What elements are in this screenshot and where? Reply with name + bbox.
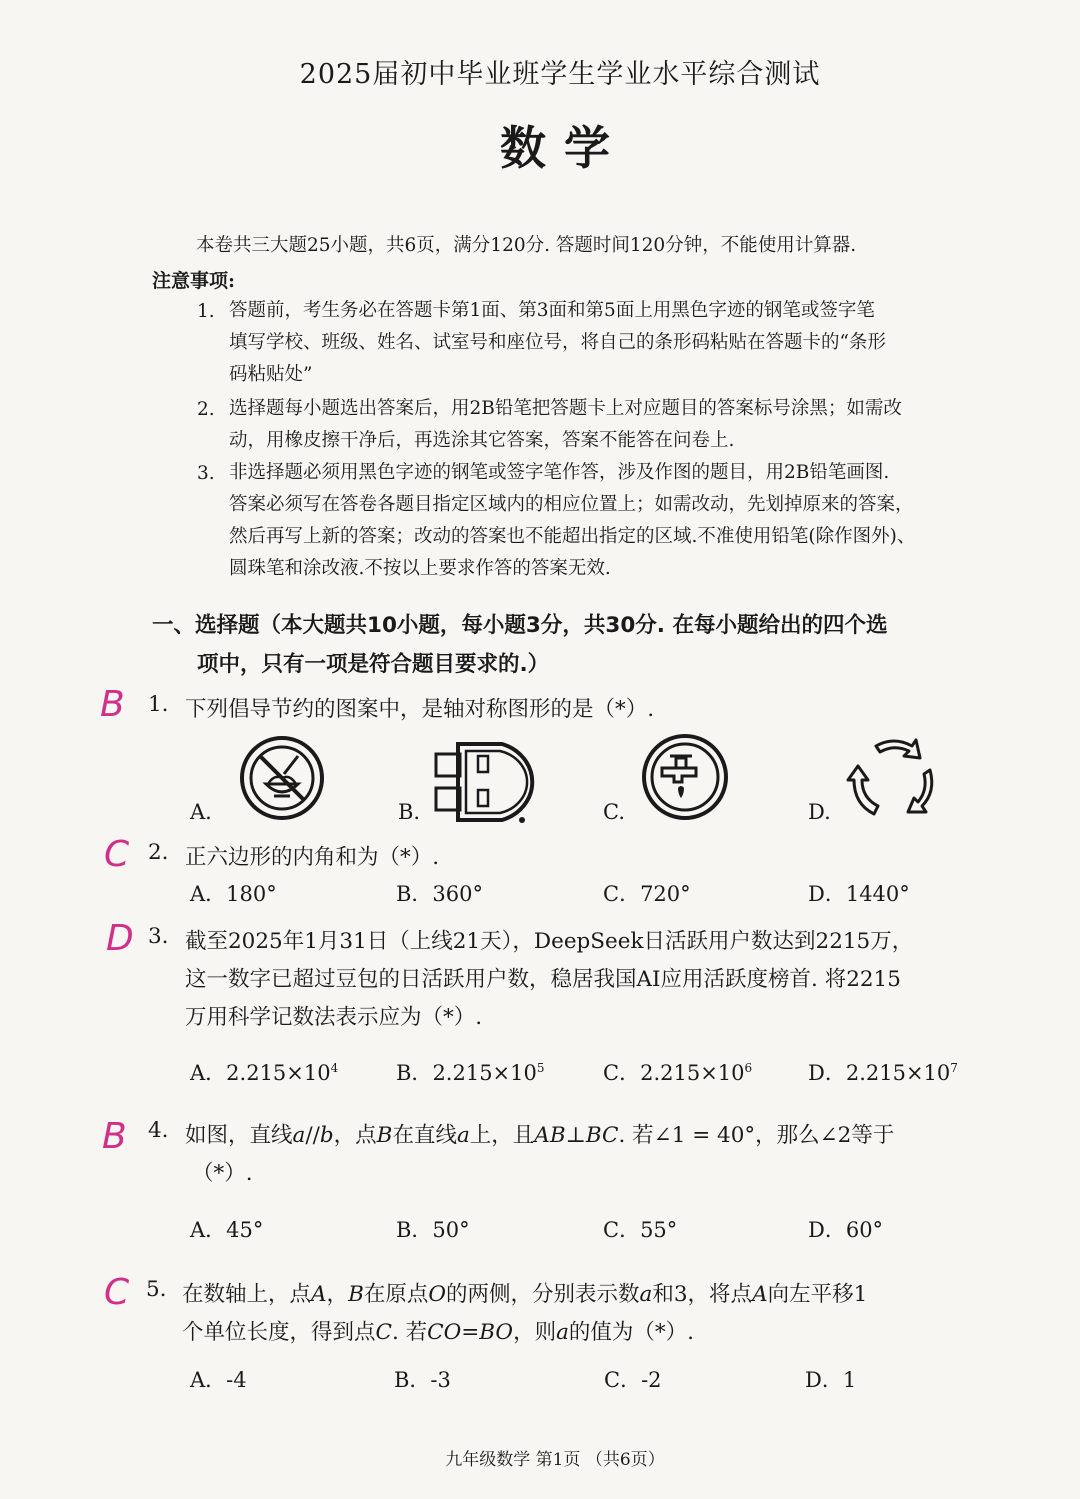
question-1-number: 1. [148, 692, 169, 717]
option-base: 2.215×10 [845, 1061, 951, 1085]
question-2-option-a: A．180° [190, 882, 277, 906]
question-1-option-a: A. [190, 800, 212, 824]
notice-item-3-number: 3. [197, 463, 215, 484]
option-base: 2.215×10 [640, 1061, 745, 1085]
notice-heading: 注意事项: [152, 270, 236, 292]
question-3-option-a [190, 1057, 338, 1087]
option-exponent: 4 [330, 1061, 339, 1075]
handwritten-answer-q3: D [106, 918, 134, 959]
notice-item-2-line-1: 选择题每小题选出答案后，用2B铅笔把答题卡上对应题目的答案标号涂黑；如需改 [229, 398, 902, 419]
exam-subtitle: 2025届初中毕业班学生学业水平综合测试 [299, 59, 821, 90]
section-1-heading-line-1: 一、选择题（本大题共10小题，每小题3分，共30分. 在每小题给出的四个选 [152, 613, 888, 638]
question-4-option-d: D．60° [808, 1218, 884, 1242]
notice-item-3 [229, 457, 915, 585]
question-3-stem-line-3: 万用科学记数法表示应为（*）. [185, 1005, 483, 1030]
question-5-stem-line-2: 个单位长度，得到点C. 若CO=BO，则a的值为（*）. [182, 1320, 694, 1345]
notice-item-1-line-2: 填写学校、班级、姓名、试室号和座位号，将自己的条形码粘贴在答题卡的“条形 [229, 332, 886, 353]
notice-item-1 [229, 295, 886, 391]
handwritten-answer-q2: C [104, 834, 130, 875]
question-3-option-d [808, 1057, 958, 1087]
handwritten-answer-q4: B [102, 1116, 127, 1157]
question-5-stem-line-1: 在数轴上，点A，B在原点O的两侧，分别表示数a和3，将点A向左平移1 [182, 1282, 868, 1307]
handwritten-answer-q5: C [104, 1272, 130, 1313]
option-label: C． [603, 1061, 641, 1085]
question-2-option-b: B．360° [396, 882, 484, 906]
question-2-number: 2. [148, 840, 169, 865]
option-base: 2.215×10 [226, 1061, 331, 1085]
question-3-option-c [603, 1057, 752, 1087]
notice-item-1-line-3: 码粘贴处” [229, 364, 313, 385]
notice-item-3-line-1: 非选择题必须用黑色字迹的钢笔或签字笔作答，涉及作图的题目，用2B铅笔画图. [229, 462, 890, 483]
question-2-stem: 正六边形的内角和为（*）. [185, 845, 440, 870]
option-exponent: 6 [744, 1061, 753, 1075]
question-5-option-c: C．-2 [604, 1368, 662, 1392]
question-1-option-b: B. [398, 800, 421, 824]
exam-intro: 本卷共三大题25小题，共6页，满分120分. 答题时间120分钟，不能使用计算器. [196, 235, 857, 256]
option-base: 2.215×10 [432, 1061, 537, 1085]
notice-item-2 [229, 393, 902, 457]
question-4-option-a: A．45° [190, 1218, 264, 1242]
no-food-waste-icon [238, 734, 326, 822]
save-water-icon [640, 732, 730, 822]
notice-item-3-line-3: 然后再写上新的答案；改动的答案也不能超出指定的区域.不准使用铅笔(除作图外)、 [229, 526, 916, 547]
option-exponent: 5 [536, 1061, 545, 1075]
notice-item-1-number: 1. [197, 301, 215, 322]
option-exponent: 7 [950, 1061, 958, 1075]
question-4-option-c: C．55° [603, 1218, 678, 1242]
question-1-option-d: D. [808, 800, 831, 824]
notice-item-3-line-2: 答案必须写在答卷各题目指定区域内的相应位置上；如需改动，先划掉原来的答案， [229, 494, 914, 515]
question-2-option-d: D．1440° [808, 882, 910, 906]
question-4-stem-line-2: （*）. [192, 1161, 253, 1186]
question-3-stem-line-2: 这一数字已超过豆包的日活跃用户数，稳居我国AI应用活跃度榜首. 将2215 [185, 967, 901, 992]
question-3-number: 3. [148, 924, 169, 949]
question-5-option-d: D．1 [805, 1368, 857, 1392]
question-4-stem-line-1: 如图，直线a//b，点B在直线a上，且AB⊥BC. 若∠1 = 40°，那么∠2等于 [185, 1123, 895, 1148]
notice-item-3-line-4: 圆珠笔和涂改液.不按以上要求作答的答案无效. [229, 558, 611, 579]
question-3-stem-line-1: 截至2025年1月31日（上线21天），DeepSeek日活跃用户数达到2215万， [185, 929, 914, 954]
handwritten-answer-q1: B [100, 684, 125, 725]
question-2-option-c: C．720° [603, 882, 691, 906]
question-5-option-a: A．-4 [190, 1368, 247, 1392]
notice-item-1-line-1: 答题前，考生务必在答题卡第1面、第3面和第5面上用黑色字迹的钢笔或签字笔 [229, 300, 875, 321]
question-1-option-c: C. [603, 800, 625, 824]
question-4-option-b: B．50° [396, 1218, 470, 1242]
recycle-icon [846, 734, 942, 826]
page-footer: 九年级数学 第1页 （共6页） [445, 1450, 665, 1470]
notice-item-2-number: 2. [197, 399, 215, 420]
question-5-option-b: B．-3 [394, 1368, 451, 1392]
notice-item-2-line-2: 动，用橡皮擦干净后，再选涂其它答案，答案不能答在问卷上. [229, 430, 735, 451]
option-label: D． [808, 1061, 846, 1085]
plug-icon [432, 740, 552, 826]
question-4-number: 4. [148, 1118, 169, 1143]
section-1-heading-line-2: 项中，只有一项是符合题目要求的.） [197, 652, 550, 677]
option-label: A． [190, 1061, 227, 1085]
option-label: B． [396, 1061, 433, 1085]
exam-title: 数学 [500, 121, 628, 175]
question-1-stem: 下列倡导节约的图案中，是轴对称图形的是（*）. [185, 697, 655, 722]
question-5-number: 5. [146, 1277, 167, 1302]
question-3-option-b [396, 1057, 545, 1087]
